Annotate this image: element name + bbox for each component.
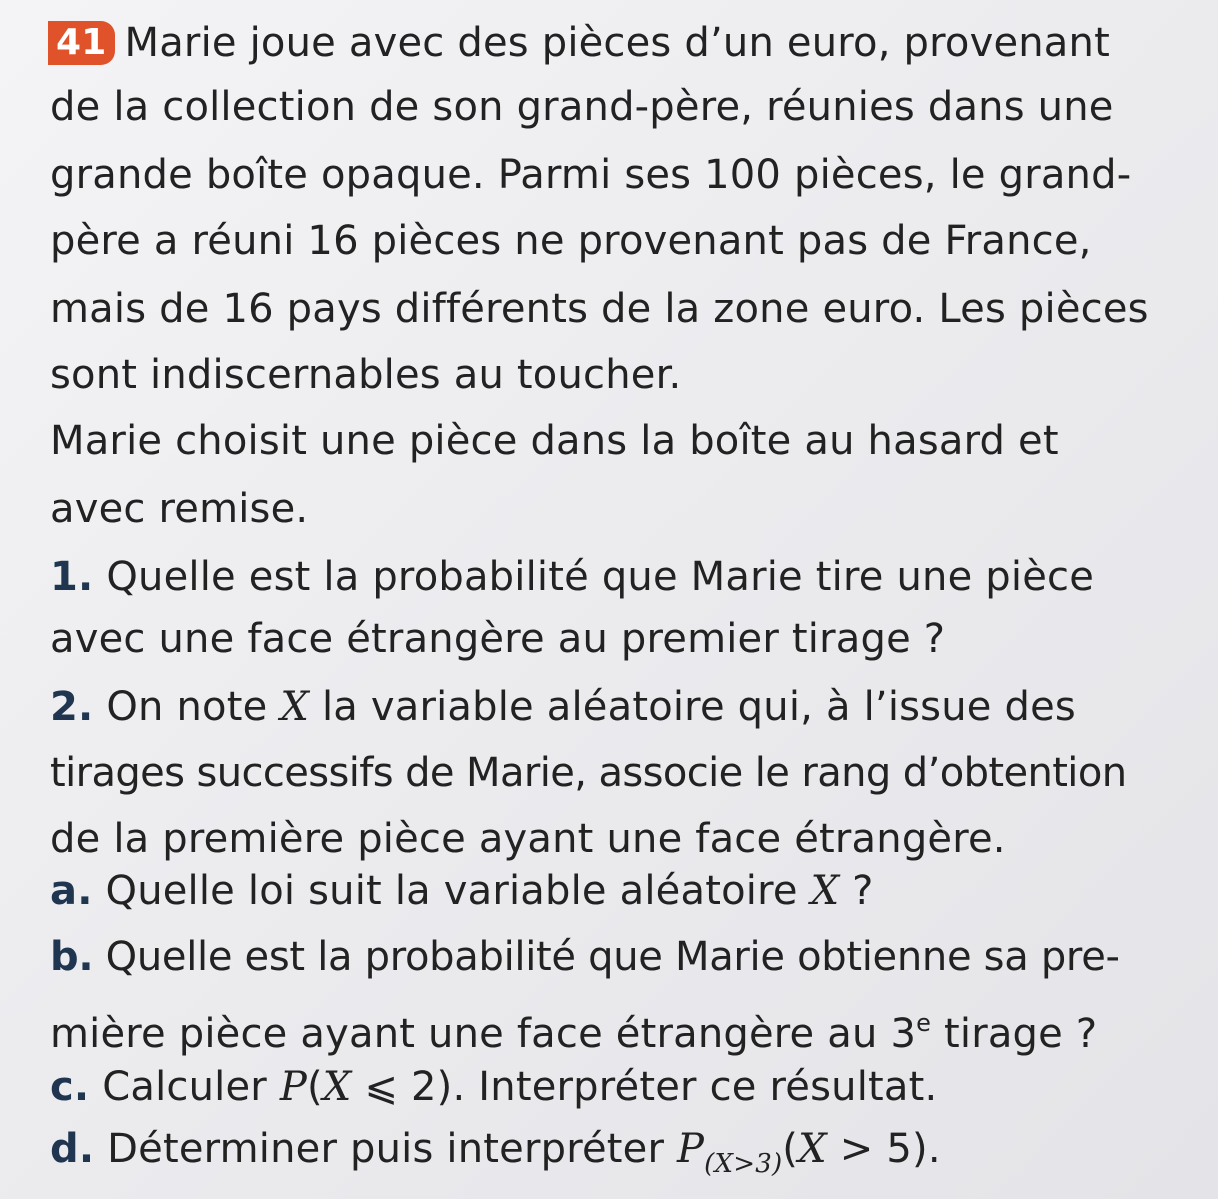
intro-line-1: 41 Marie joue avec des pièces d’un euro, provenant [48,18,1218,68]
question-2-line-2: tirages successifs de Marie, associe le rang d’obtention [50,750,1127,796]
intro-line-3: grande boîte opaque. Parmi ses 100 pièces, le grand- [50,152,1132,198]
question-d-label: d. [50,1126,95,1172]
question-b-line-1: b. Quelle est la probabilité que Marie obtienne sa pre- [50,934,1120,980]
question-c-label: c. [50,1064,90,1110]
question-b-label: b. [50,934,94,980]
question-1-label: 1. [50,554,94,600]
question-a: a. Quelle loi suit la variable aléatoire X ? [50,868,874,914]
question-a-label: a. [50,868,93,914]
question-1-line-2: avec une face étrangère au premier tirage ? [50,616,946,662]
question-1-line-1: 1. Quelle est la probabilité que Marie tire une pièce [50,554,1095,600]
question-c: c. Calculer P(X ⩽ 2). Interpréter ce résultat. [50,1064,938,1110]
intro-line-6: sont indiscernables au toucher. [50,352,682,398]
math-p: P [677,1126,705,1172]
variable-x: X [280,684,310,730]
question-2-line-3: de la première pièce ayant une face étrangère. [50,816,1006,862]
intro-line-7: Marie choisit une pièce dans la boîte au hasard et [50,418,1059,464]
intro-line-5: mais de 16 pays différents de la zone euro. Les pièces [50,286,1149,332]
question-2-line-1: 2. On note X la variable aléatoire qui, à l’issue des [50,684,1076,730]
question-2-label: 2. [50,684,94,730]
math-p: P [279,1064,307,1110]
intro-line-8: avec remise. [50,486,309,532]
exercise-number-badge: 41 [48,21,115,65]
question-b-line-2: mière pièce ayant une face étrangère au 3e tirage ? [50,1009,1098,1057]
variable-x: X [810,868,840,914]
intro-line-4: père a réuni 16 pièces ne provenant pas de France, [50,218,1092,264]
intro-line-2: de la collection de son grand-père, réunies dans une [50,84,1114,130]
question-d: d. Déterminer puis interpréter $P_{(X>3)}(X > 5)$. [50,1126,941,1179]
